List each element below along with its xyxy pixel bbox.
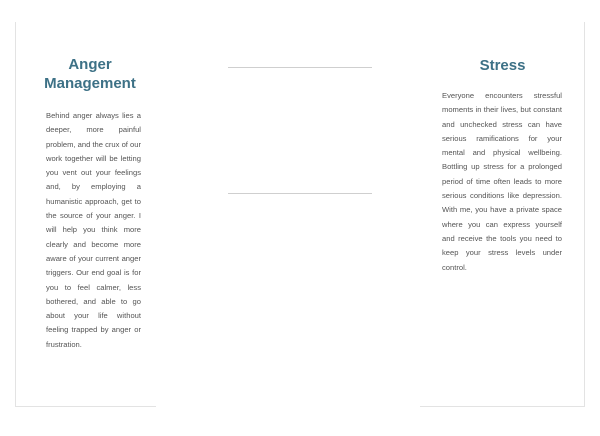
center-divider-bottom [228,193,372,194]
stress-title: Stress [479,57,526,74]
anger-management-body: Behind anger always lies a deeper, more painful problem, and the crux of our work together will be letting you vent out your feelings and, by employing a humanistic approach, get to the source of your anger. I will help you think more clearly and become more aware of your current anger triggers. Our end goal is for you to feel calmer, less bothered, and able to go about your life without feeling trapped by anger or frustration. [46,111,141,349]
anger-management-title: Anger Management [44,56,136,92]
center-divider-top [228,67,372,68]
stress-body: Everyone encounters stressful moments in their lives, but constant and unchecked stress can have serious ramifications for your mental and physical wellbeing. Bottling up stress for a prolonged period of time often leads to more serious conditions like depression. With me, you have a private space where you can express yourself and receive the tools you need to keep your stress levels under control. [442,91,562,272]
